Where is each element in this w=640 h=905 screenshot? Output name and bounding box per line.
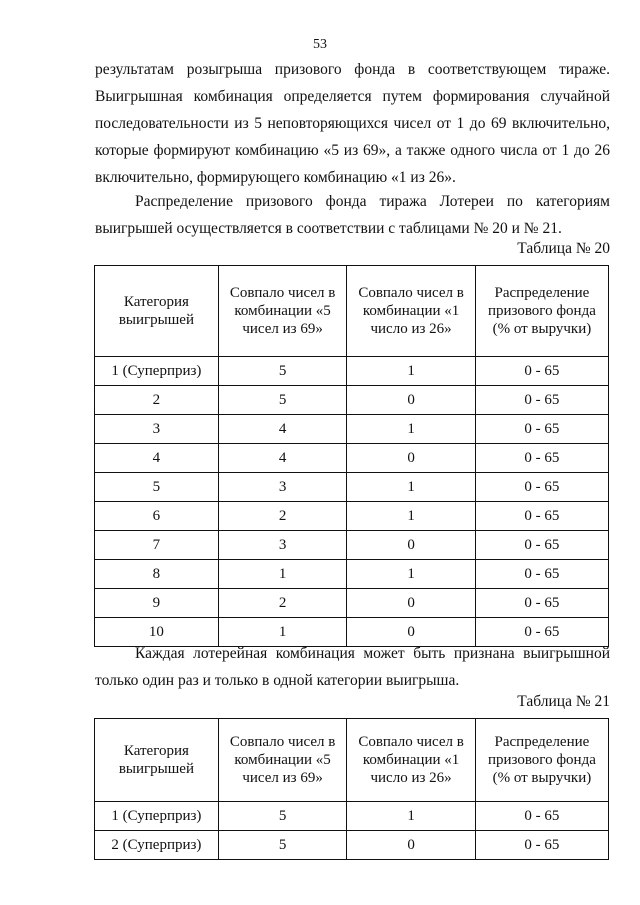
cell-category: 9	[95, 589, 219, 618]
cell-distribution: 0 - 65	[475, 831, 608, 860]
header-match1: Совпало чисел в комбинации «1 число из 26»	[347, 719, 476, 802]
table-21-body	[95, 802, 609, 860]
cell-match1: 1	[347, 802, 476, 831]
cell-distribution: 0 - 65	[475, 802, 608, 831]
cell-category: 6	[95, 502, 219, 531]
cell-distribution: 0 - 65	[475, 502, 608, 531]
cell-match1: 1	[347, 415, 476, 444]
cell-distribution: 0 - 65	[475, 560, 608, 589]
cell-category: 5	[95, 473, 219, 502]
cell-distribution: 0 - 65	[475, 357, 608, 386]
cell-match5: 4	[218, 415, 347, 444]
paragraph-body: Выигрышная комбинация определяется путем формирования случайной последовательности из 5 неповторяющихся чисел от 1 до 69 включительно, которые формируют комбинацию «5 из 69», а также одного числа от 1 до 26 включительно, формирующего комбинацию «1 из 26».	[95, 88, 610, 186]
cell-match1: 1	[347, 473, 476, 502]
cell-category: 10	[95, 618, 219, 647]
table-row	[95, 357, 609, 386]
cell-category: 1 (Суперприз)	[95, 802, 219, 831]
cell-distribution: 0 - 65	[475, 415, 608, 444]
table-row	[95, 802, 609, 831]
table-row	[95, 831, 609, 860]
header-match5: Совпало чисел в комбинации «5 чисел из 69»	[218, 266, 347, 357]
header-match5: Совпало чисел в комбинации «5 чисел из 69»	[218, 719, 347, 802]
table-header-row	[95, 719, 609, 802]
cell-match1: 1	[347, 502, 476, 531]
table-row	[95, 444, 609, 473]
cell-distribution: 0 - 65	[475, 589, 608, 618]
header-category: Категория выигрышей	[95, 266, 219, 357]
header-category: Категория выигрышей	[95, 719, 219, 802]
cell-distribution: 0 - 65	[475, 618, 608, 647]
header-distribution: Распределение призового фонда (% от выручки)	[475, 266, 608, 357]
cell-match5: 5	[218, 386, 347, 415]
cell-distribution: 0 - 65	[475, 473, 608, 502]
cell-match5: 1	[218, 560, 347, 589]
cell-match5: 3	[218, 531, 347, 560]
table-row	[95, 560, 609, 589]
table-row	[95, 589, 609, 618]
header-distribution: Распределение призового фонда (% от выручки)	[475, 719, 608, 802]
table-row	[95, 502, 609, 531]
cell-distribution: 0 - 65	[475, 386, 608, 415]
cell-match1: 0	[347, 589, 476, 618]
cell-match5: 5	[218, 831, 347, 860]
cell-match1: 0	[347, 831, 476, 860]
cell-match1: 0	[347, 618, 476, 647]
cell-match5: 1	[218, 618, 347, 647]
paragraph-distribution: Распределение призового фонда тиража Лотереи по категориям выигрышей осуществляется в соответствии с таблицами № 20 и № 21.	[95, 193, 610, 237]
table-row	[95, 415, 609, 444]
table-21	[94, 718, 609, 860]
table-row	[95, 386, 609, 415]
table-row	[95, 531, 609, 560]
paragraph-uniqueness: Каждая лотерейная комбинация может быть признана выигрышной только один раз и только в одной категории выигрыша.	[95, 645, 610, 689]
table-21-caption: Таблица № 21	[517, 693, 610, 710]
cell-category: 2 (Суперприз)	[95, 831, 219, 860]
table-header-row	[95, 266, 609, 357]
cell-category: 4	[95, 444, 219, 473]
cell-category: 8	[95, 560, 219, 589]
cell-match5: 5	[218, 357, 347, 386]
cell-match5: 3	[218, 473, 347, 502]
cell-distribution: 0 - 65	[475, 444, 608, 473]
cell-match5: 4	[218, 444, 347, 473]
cell-category: 1 (Суперприз)	[95, 357, 219, 386]
paragraph-continuation	[95, 56, 610, 191]
table-20-caption: Таблица № 20	[517, 240, 610, 257]
cell-match1: 0	[347, 444, 476, 473]
cell-match1: 0	[347, 386, 476, 415]
table-20-body	[95, 357, 609, 647]
header-match1: Совпало чисел в комбинации «1 число из 26»	[347, 266, 476, 357]
cell-category: 3	[95, 415, 219, 444]
page-number: 53	[313, 37, 327, 52]
cell-match1: 1	[347, 357, 476, 386]
cell-match1: 1	[347, 560, 476, 589]
cell-match5: 2	[218, 589, 347, 618]
table-20	[94, 265, 609, 647]
cell-category: 2	[95, 386, 219, 415]
cell-category: 7	[95, 531, 219, 560]
cell-distribution: 0 - 65	[475, 531, 608, 560]
cell-match5: 2	[218, 502, 347, 531]
cell-match1: 0	[347, 531, 476, 560]
paragraph-line-first: результатам розыгрыша призового фонда в соответствующем тираже.	[95, 61, 610, 78]
cell-match5: 5	[218, 802, 347, 831]
table-row	[95, 473, 609, 502]
